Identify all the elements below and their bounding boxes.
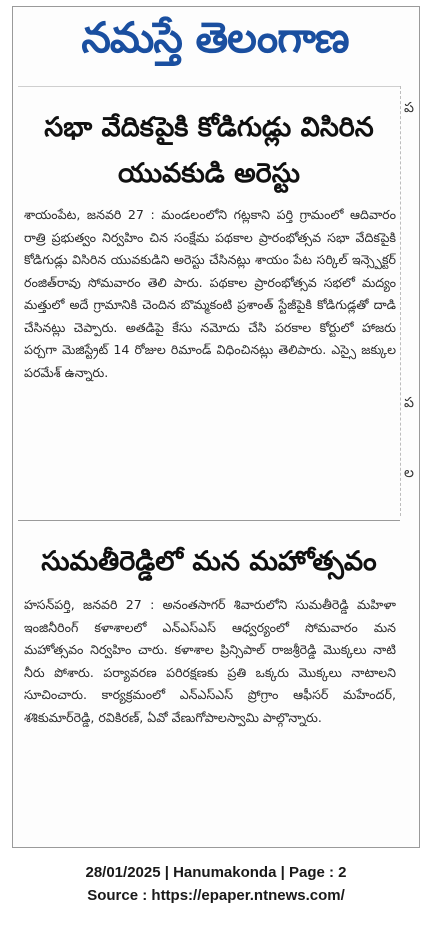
newspaper-masthead: నమస్తే తెలంగాణ bbox=[81, 13, 349, 62]
footer-date-edition: 28/01/2025 | Hanumakonda | Page : 2 bbox=[85, 864, 347, 881]
article1-body: శాయంపేట, జనవరి 27 : మండలంలోని గట్లకాని పర్తి గ్రామంలో ఆదివారం రాత్రి ప్రభుత్వం నిర్వహిం చిన సంక్షేమ పథకాల ప్రారంభోత్సవ సభా వేదికపైకి కోడిగుడ్లు విసిరిన యువకుడిని అరెస్టు చేసినట్లు శాయం పేట సర్కిల్ ఇన్స్పెక్టర్ రంజిత్‌రావు సోమవారం తెలి పారు. పథకాల ప్రారంభోత్సవ సభలో మద్యం మత్తులో అదే గ్రామానికి చెందిన బొమ్మకంటి ప్రశాంత్ స్టేజీపైకి కోడిగుడ్లతో దాడి చేసినట్లు చెప్పారు. అతడిపై కేసు నమోదు చేసి పరకాల కోర్టులో హాజరు పర్చగా మెజిస్ట్రేట్ 14 రోజుల రిమాండ్ విధించినట్లు తెలిపారు. ఎస్సై జక్కుల పరమేశ్ ఉన్నారు. bbox=[24, 207, 396, 380]
adjacent-column-edge bbox=[400, 86, 401, 516]
footer-source: Source : https://epaper.ntnews.com/ bbox=[87, 887, 345, 904]
adjacent-column-fragment: ల bbox=[404, 465, 414, 481]
article2-body: హసన్‌పర్తి, జనవరి 27 : అనంతసాగర్ శివారులోని సుమతీరెడ్డి మహిళా ఇంజినీరింగ్ కళాశాలలో ఎన్ఎస్ఎస్ ఆధ్వర్యంలో సోమవారం మన మహోత్సవం నిర్వహిం చారు. కళాశాల ప్రిన్సిపాల్ రాజశ్రీరెడ్డి మొక్కలు నాటి నీరు పోశారు. పర్యావరణ పరిరక్షణకు ప్రతి ఒక్కరు మొక్కలు నాటాలని సూచించారు. కార్యక్రమంలో ఎన్ఎస్ఎస్ ప్రోగ్రాం ఆఫీసర్ మహేందర్, శశికుమార్‌రెడ్డి, రవికిరణ్, ఏవో వేణుగోపాలస్వామి పాల్గొన్నారు. bbox=[24, 597, 396, 725]
article1-headline-line1: సభా వేదికపైకి కోడిగుడ్లు విసిరిన bbox=[44, 112, 374, 143]
article-divider bbox=[18, 520, 400, 521]
adjacent-column-fragment: ప bbox=[404, 395, 414, 411]
article1-headline-line2: యువకుడి అరెస్టు bbox=[118, 158, 300, 189]
article2-headline: సుమతీరెడ్డిలో మన మహోత్సవం bbox=[41, 546, 377, 577]
adjacent-column-fragment: ప bbox=[404, 100, 414, 116]
masthead-rule bbox=[18, 86, 400, 87]
